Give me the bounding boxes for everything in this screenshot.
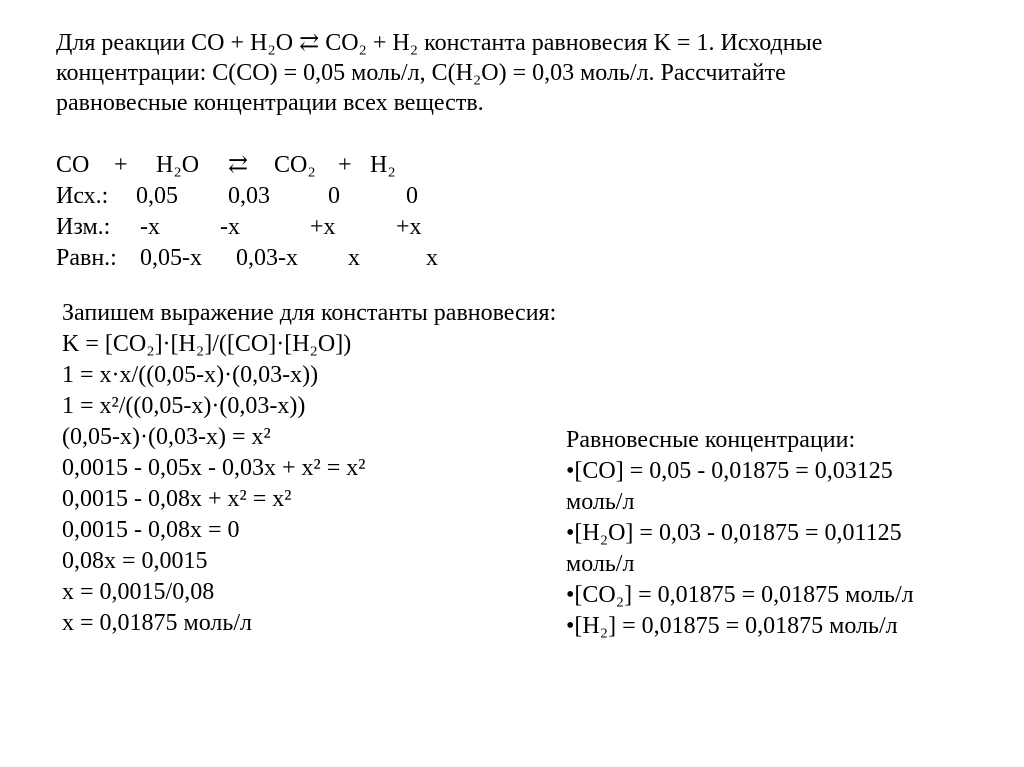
cell-co2: 0 xyxy=(328,183,340,209)
cell-co2: +x xyxy=(310,214,336,240)
derivation-line: x = 0,01875 моль/л xyxy=(62,610,252,636)
cell-h2o: 0,03 xyxy=(228,183,270,209)
cell-co: 0,05 xyxy=(136,183,178,209)
species-h2: H₂ xyxy=(370,152,396,178)
result-line: •[H₂O] = 0,03 - 0,01875 = 0,01125 xyxy=(566,520,902,546)
row-label: Равн.: xyxy=(56,245,117,271)
plus-sign: + xyxy=(114,152,128,178)
cell-co2: x xyxy=(348,245,360,271)
problem-line: концентрации: C(CO) = 0,05 моль/л, C(H₂O) = 0,03 моль/л. Рассчитайте xyxy=(56,60,786,86)
cell-h2: x xyxy=(426,245,438,271)
cell-h2o: 0,03-x xyxy=(236,245,298,271)
derivation-line: Запишем выражение для константы равновесия: xyxy=(62,300,557,326)
cell-h2o: -x xyxy=(220,214,240,240)
problem-line: Для реакции CO + H₂O ⇄ CO₂ + H₂ константа равновесия K = 1. Исходные xyxy=(56,30,823,56)
derivation-line: x = 0,0015/0,08 xyxy=(62,579,215,605)
result-line: •[H₂] = 0,01875 = 0,01875 моль/л xyxy=(566,613,898,639)
derivation-line: K = [CO₂]·[H₂]/([CO]·[H₂O]) xyxy=(62,331,352,357)
species-co: CO xyxy=(56,152,90,178)
cell-co: -x xyxy=(140,214,160,240)
result-line: •[CO₂] = 0,01875 = 0,01875 моль/л xyxy=(566,582,914,608)
derivation xyxy=(62,298,556,639)
derivation-line: 0,0015 - 0,05x - 0,03x + x² = x² xyxy=(62,455,366,481)
equilibrium-arrow: ⇄ xyxy=(228,152,249,178)
derivation-line: 0,08x = 0,0015 xyxy=(62,548,208,574)
derivation-line: 0,0015 - 0,08x + x² = x² xyxy=(62,486,292,512)
plus-sign: + xyxy=(338,152,352,178)
derivation-line: 0,0015 - 0,08x = 0 xyxy=(62,517,240,543)
cell-h2: +x xyxy=(396,214,422,240)
derivation-line: 1 = x·x/((0,05-x)·(0,03-x)) xyxy=(62,362,319,388)
results-title: Равновесные концентрации: xyxy=(566,427,856,453)
equilibrium-results xyxy=(566,425,966,642)
row-label: Изм.: xyxy=(56,214,111,240)
result-line: •[CO] = 0,05 - 0,01875 = 0,03125 xyxy=(566,458,893,484)
problem-line: равновесные концентрации всех веществ. xyxy=(56,90,484,116)
cell-co: 0,05-x xyxy=(140,245,202,271)
cell-h2: 0 xyxy=(406,183,418,209)
species-h2o: H₂O xyxy=(156,152,200,178)
species-co2: CO₂ xyxy=(274,152,316,178)
problem-statement xyxy=(56,28,956,118)
derivation-line: (0,05-x)·(0,03-x) = x² xyxy=(62,424,271,450)
result-line: моль/л xyxy=(566,551,635,577)
result-line: моль/л xyxy=(566,489,635,515)
derivation-line: 1 = x²/((0,05-x)·(0,03-x)) xyxy=(62,393,306,419)
row-label: Исх.: xyxy=(56,183,109,209)
